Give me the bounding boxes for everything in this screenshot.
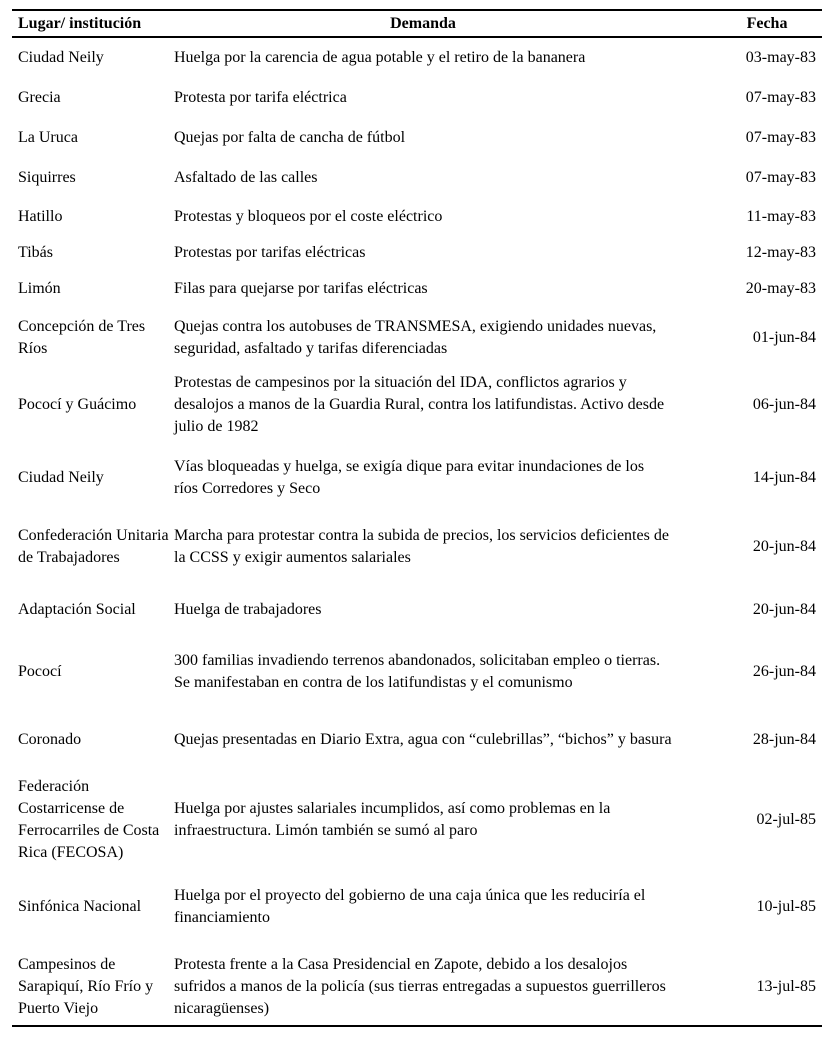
cell-demanda: Huelga por ajustes salariales incumplidos, así como problemas en la infraestructura. Limón también se sumó al paro [174, 800, 611, 839]
cell-lugar: Confederación Unitaria de Trabajadores [18, 526, 169, 566]
cell-fecha: 10-jul-85 [756, 897, 816, 915]
table-row [12, 158, 822, 198]
cell-fecha: 13-jul-85 [682, 949, 822, 1026]
table-row [12, 198, 822, 236]
table-row [12, 864, 822, 949]
cell-fecha: 14-jun-84 [752, 468, 816, 486]
cell-lugar: Concepción de Tres Ríos [18, 318, 146, 357]
cell-lugar: Hatillo [18, 208, 63, 225]
cell-demanda: Protesta frente a la Casa Presidencial en Zapote, debido a los desalojos sufridos a manos de la policía (sus tierras entregadas a supuestos guerrilleros nicaragüenses) [174, 949, 682, 1026]
cell-lugar: Federación Costarricense de Ferrocarriles de Costa Rica (FECOSA) [18, 778, 160, 861]
cell-lugar: Tibás [18, 244, 53, 261]
header-demanda: Demanda [174, 10, 682, 37]
cell-lugar: Campesinos de Sarapiquí, Río Frío y Puerto Viejo [12, 949, 174, 1026]
table-row [12, 118, 822, 158]
cell-demanda: Marcha para protestar contra la subida de precios, los servicios deficientes de la CCSS y exigir aumentos salariales [174, 526, 669, 566]
table-body [12, 37, 822, 1026]
cell-lugar: Siquirres [18, 169, 76, 186]
cell-fecha: 03-may-83 [745, 49, 816, 66]
cell-fecha: 20-may-83 [745, 280, 816, 297]
cell-lugar: Pococí y Guácimo [18, 396, 137, 413]
table-row [12, 580, 822, 640]
cell-demanda: Huelga por la carencia de agua potable y el retiro de la bananera [174, 49, 586, 66]
cell-fecha: 07-may-83 [745, 169, 816, 186]
table-row [12, 513, 822, 580]
cell-lugar: Adaptación Social [18, 601, 136, 618]
table-row [12, 949, 822, 1026]
cell-demanda: Huelga por el proyecto del gobierno de una caja única que les reduciría el financiamiento [174, 886, 646, 926]
cell-lugar: Pococí [18, 663, 62, 680]
cell-lugar: La Uruca [18, 129, 78, 146]
cell-fecha: 20-jun-84 [752, 537, 816, 555]
cell-fecha: 28-jun-84 [752, 731, 816, 748]
header-lugar: Lugar/ institución [12, 10, 174, 37]
table-row [12, 640, 822, 704]
table-header-row [12, 10, 822, 37]
table-row [12, 704, 822, 776]
cell-lugar: Sinfónica Nacional [18, 897, 142, 915]
cell-fecha: 26-jun-84 [752, 663, 816, 680]
table-row [12, 368, 822, 442]
table-row [12, 776, 822, 864]
cell-fecha: 20-jun-84 [752, 601, 816, 618]
cell-demanda: Protestas de campesinos por la situación del IDA, conflictos agrarios y desalojos a manos de la Guardia Rural, contra los latifundistas. Activo desde julio de 1982 [174, 374, 665, 435]
cell-demanda: Quejas contra los autobuses de TRANSMESA, exigiendo unidades nuevas, seguridad, asfaltado y tarifas diferenciadas [174, 318, 657, 357]
cell-fecha: 01-jun-84 [752, 329, 816, 346]
cell-demanda: Protesta por tarifa eléctrica [174, 89, 347, 106]
cell-demanda: Filas para quejarse por tarifas eléctricas [174, 280, 428, 297]
table-row [12, 442, 822, 513]
cell-demanda: Quejas presentadas en Diario Extra, agua con “culebrillas”, “bichos” y basura [174, 731, 672, 748]
cell-demanda: Protestas y bloqueos por el coste eléctrico [174, 208, 443, 225]
cell-fecha: 11-may-83 [746, 208, 816, 225]
cell-lugar: Ciudad Neily [18, 468, 104, 486]
cell-fecha: 07-may-83 [745, 89, 816, 106]
cell-demanda: Asfaltado de las calles [174, 169, 318, 186]
cell-fecha: 07-may-83 [745, 129, 816, 146]
table-row [12, 236, 822, 270]
cell-demanda: 300 familias invadiendo terrenos abandonados, solicitaban empleo o tierras. Se manifestaban en contra de los latifundistas y el comunismo [174, 652, 661, 691]
cell-lugar: Coronado [18, 731, 82, 748]
header-fecha: Fecha [682, 10, 822, 37]
cell-lugar: Ciudad Neily [18, 49, 104, 66]
cell-lugar: Limón [18, 280, 61, 297]
cell-demanda: Vías bloqueadas y huelga, se exigía dique para evitar inundaciones de los ríos Corredores y Seco [174, 457, 645, 497]
cell-demanda: Quejas por falta de cancha de fútbol [174, 129, 406, 146]
cell-demanda: Huelga de trabajadores [174, 601, 322, 618]
table-row [12, 270, 822, 308]
table-row [12, 37, 822, 78]
protests-table [12, 9, 822, 1027]
cell-fecha: 12-may-83 [745, 244, 816, 261]
cell-demanda: Protestas por tarifas eléctricas [174, 244, 366, 261]
table-row [12, 78, 822, 118]
cell-lugar: Grecia [18, 89, 61, 106]
cell-fecha: 02-jul-85 [756, 811, 816, 828]
cell-fecha: 06-jun-84 [752, 396, 816, 413]
table-row [12, 308, 822, 368]
